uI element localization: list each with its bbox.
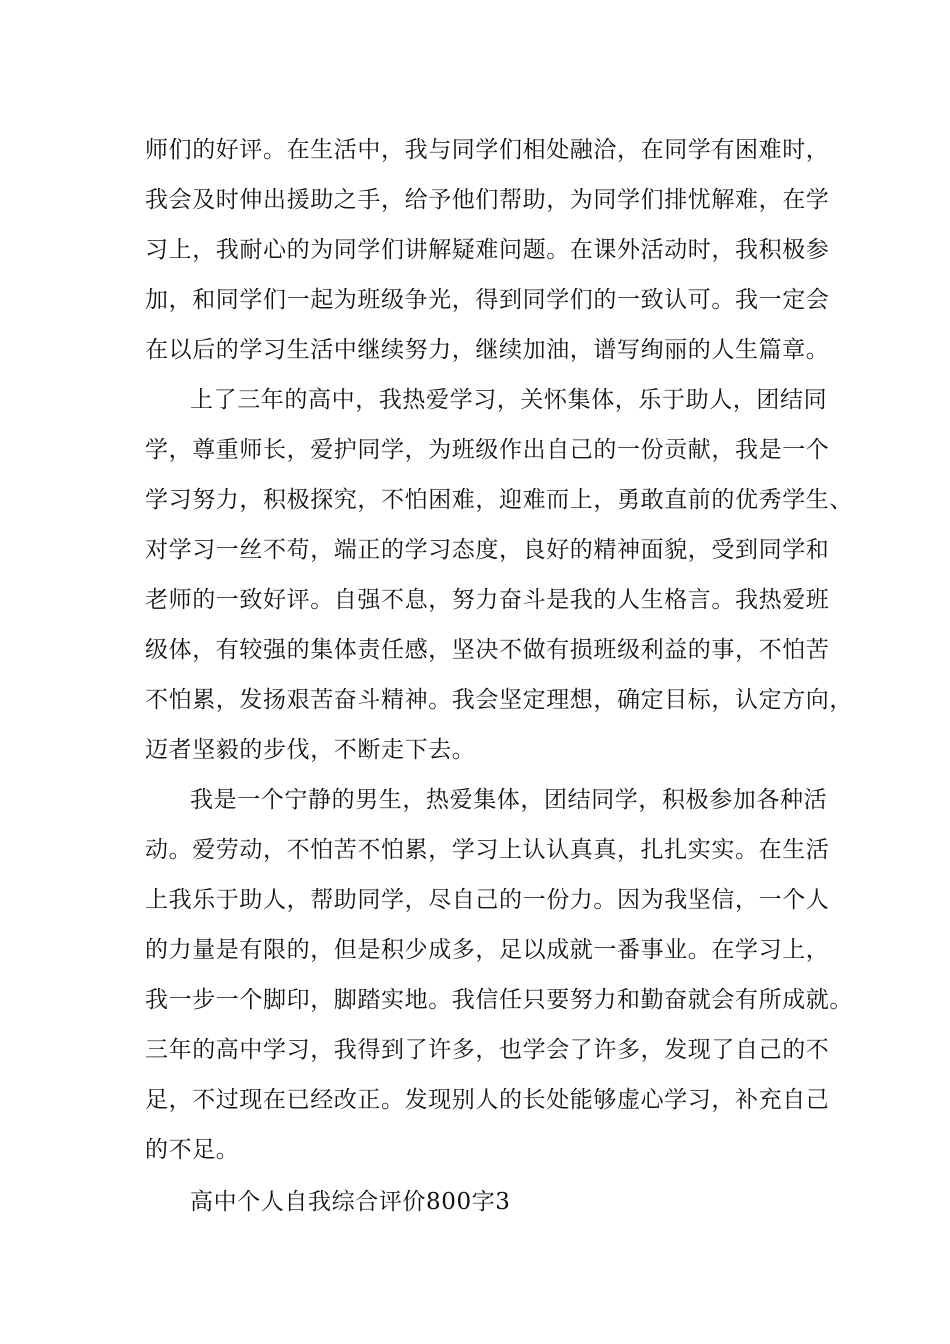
text-line: 不怕累，发扬艰苦奋斗精神。我会坚定理想，确定目标，认定方向，	[145, 687, 853, 713]
text-line: 迈者坚毅的步伐，不断走下去。	[145, 737, 476, 763]
paragraph-first-line: 上了三年的高中，我热爱学习，关怀集体，乐于助人，团结同	[190, 387, 828, 413]
text-line: 上我乐于助人，帮助同学，尽自己的一份力。因为我坚信，一个人	[145, 887, 830, 913]
text-line: 在以后的学习生活中继续努力，继续加油，谱写绚丽的人生篇章。	[145, 337, 830, 363]
text-line: 学，尊重师长，爱护同学，为班级作出自己的一份贡献，我是一个	[145, 437, 830, 463]
text-line: 对学习一丝不苟，端正的学习态度，良好的精神面貌，受到同学和	[145, 537, 830, 563]
text-line: 老师的一致好评。自强不息，努力奋斗是我的人生格言。我热爱班	[145, 587, 830, 613]
text-line: 的不足。	[145, 1137, 240, 1163]
text-line: 我会及时伸出援助之手，给予他们帮助，为同学们排忧解难，在学	[145, 187, 830, 213]
text-line: 师们的好评。在生活中，我与同学们相处融洽，在同学有困难时，	[145, 137, 830, 163]
paragraph-first-line: 我是一个宁静的男生，热爱集体，团结同学，积极参加各种活	[190, 787, 828, 813]
text-line: 学习努力，积极探究，不怕困难，迎难而上，勇敢直前的优秀学生、	[145, 487, 853, 513]
text-line: 三年的高中学习，我得到了许多，也学会了许多，发现了自己的不	[145, 1037, 830, 1063]
section-heading: 高中个人自我综合评价800字3	[190, 1189, 511, 1215]
text-line: 习上，我耐心的为同学们讲解疑难问题。在课外活动时，我积极参	[145, 237, 830, 263]
text-line: 动。爱劳动，不怕苦不怕累，学习上认认真真，扎扎实实。在生活	[145, 837, 830, 863]
text-line: 加，和同学们一起为班级争光，得到同学们的一致认可。我一定会	[145, 287, 830, 313]
text-line: 我一步一个脚印，脚踏实地。我信任只要努力和勤奋就会有所成就。	[145, 987, 853, 1013]
text-line: 的力量是有限的，但是积少成多，足以成就一番事业。在学习上，	[145, 937, 830, 963]
text-line: 足，不过现在已经改正。发现别人的长处能够虚心学习，补充自己	[145, 1087, 830, 1113]
text-line: 级体，有较强的集体责任感，坚决不做有损班级利益的事，不怕苦	[145, 637, 830, 663]
